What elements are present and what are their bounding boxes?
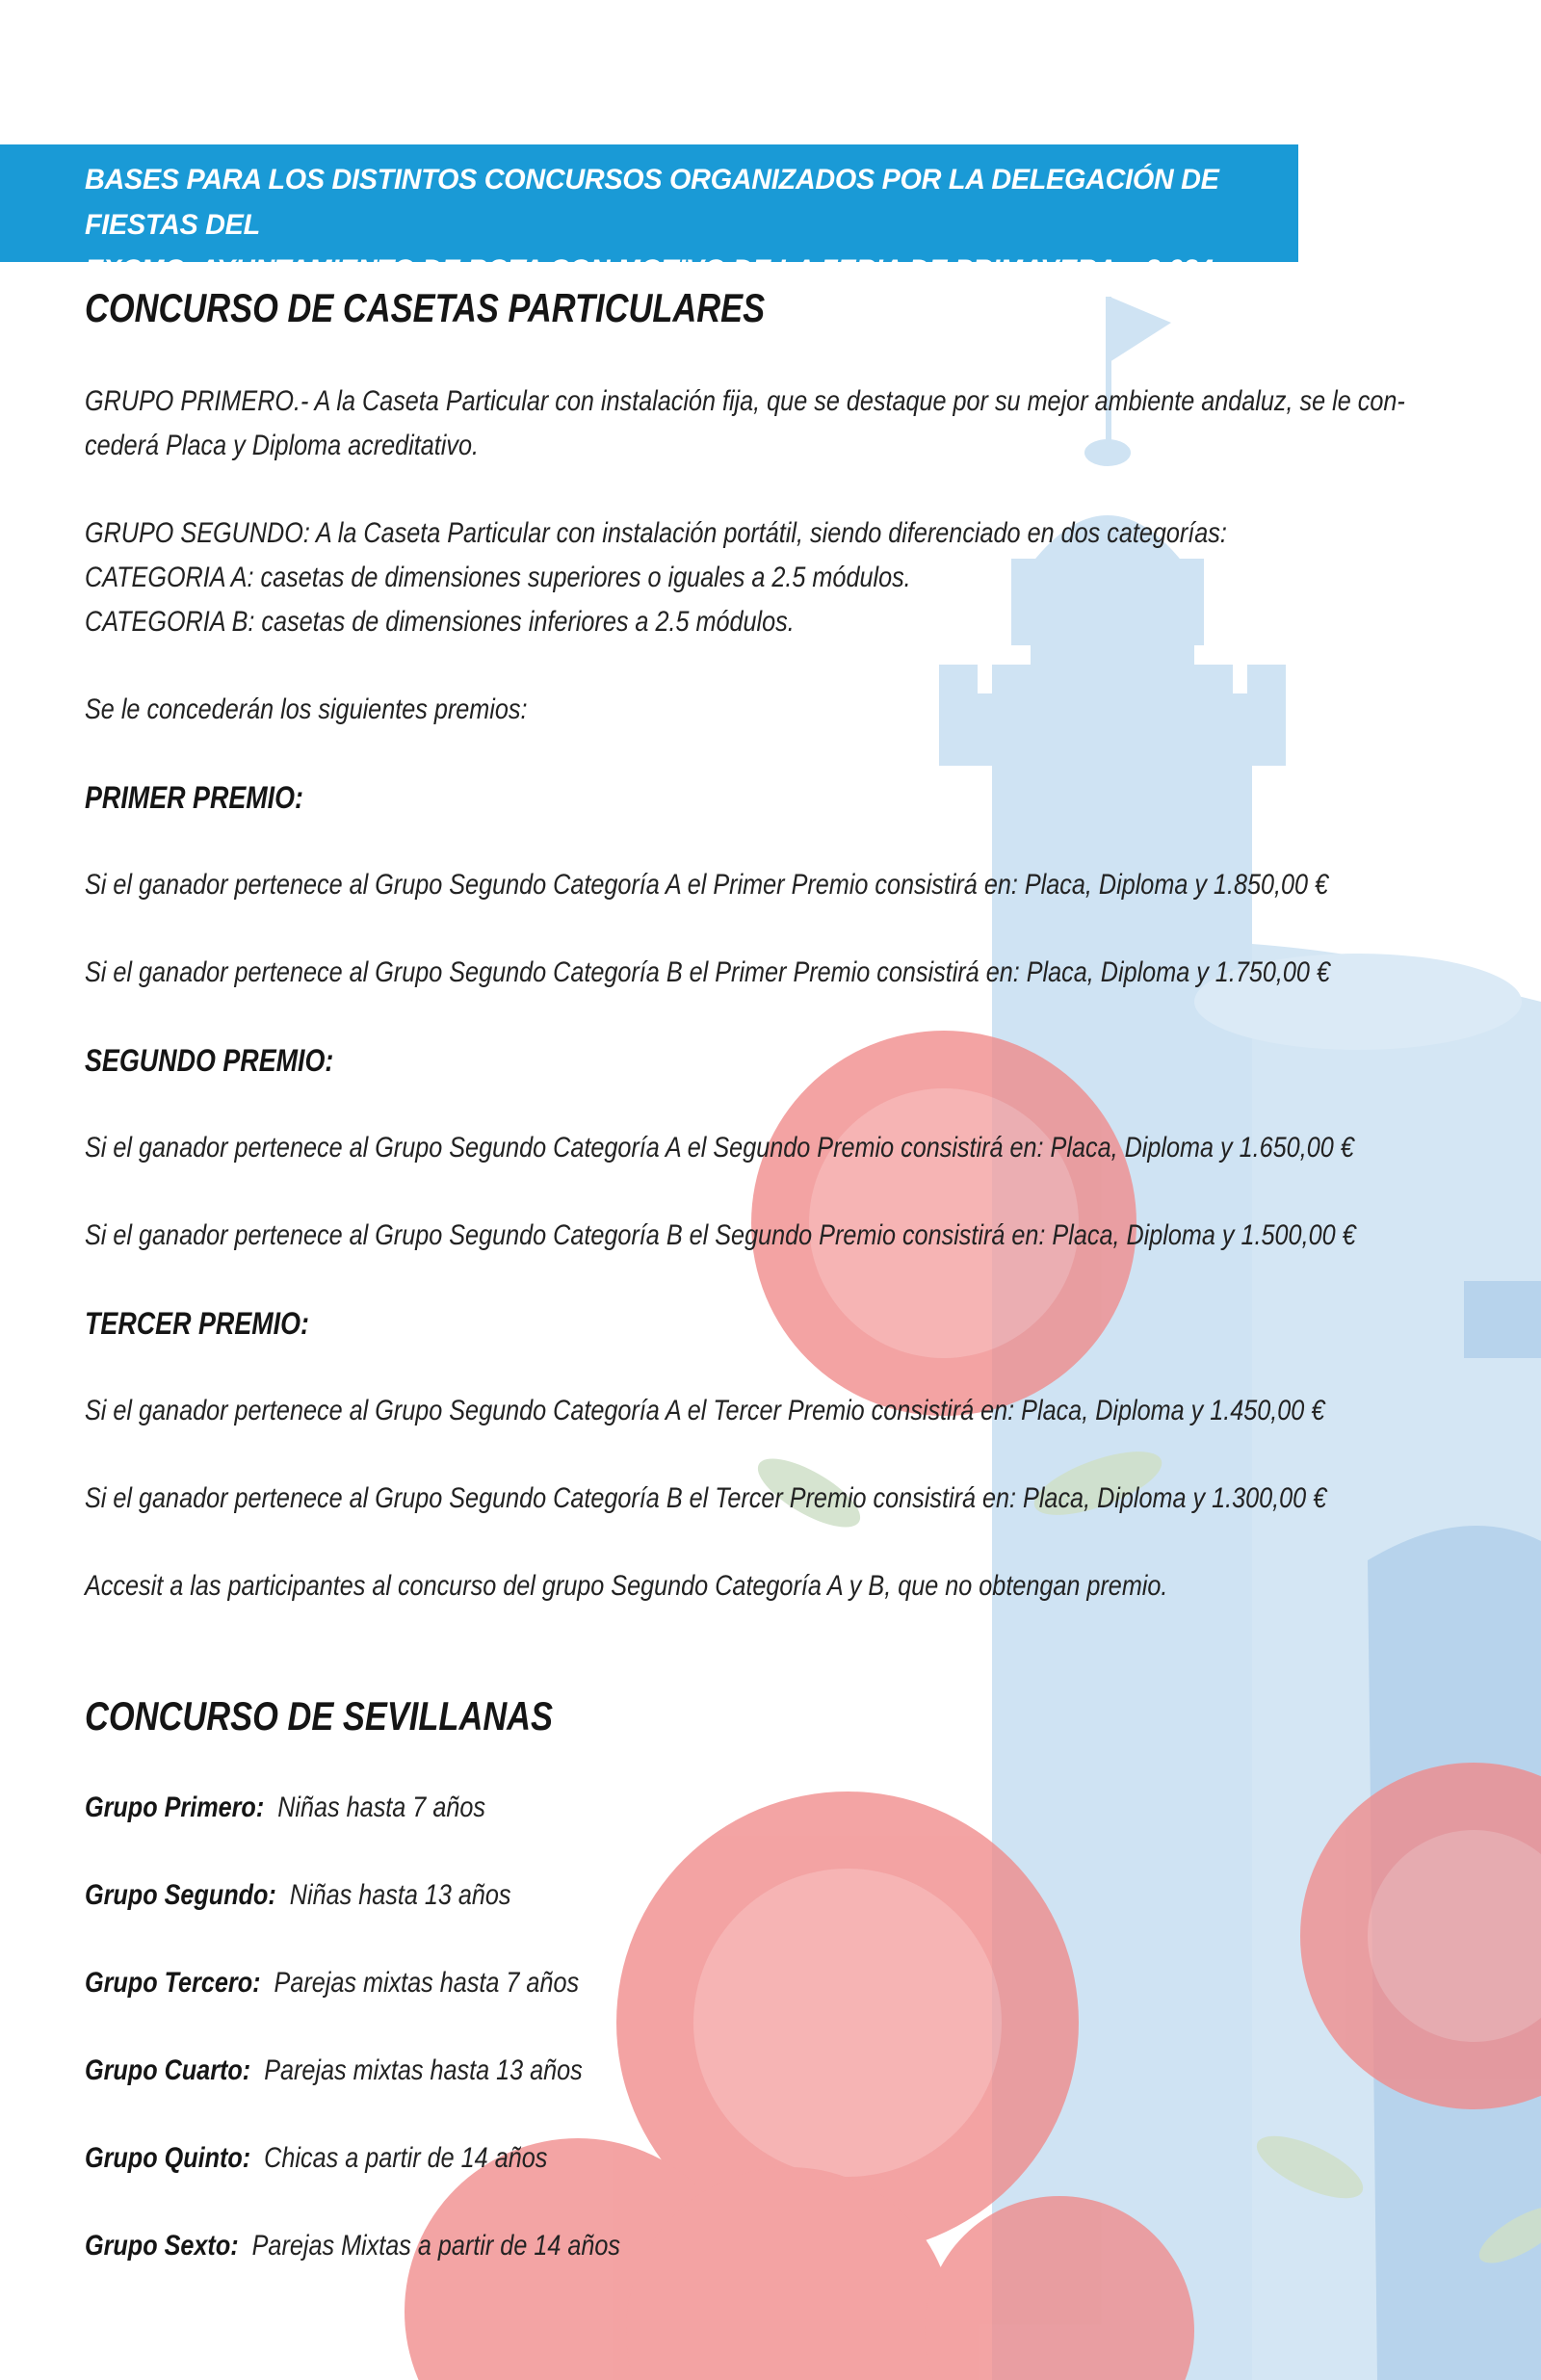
banner-line-1: BASES PARA LOS DISTINTOS CONCURSOS ORGANIZADOS POR LA DELEGACIÓN DE FIESTAS DEL xyxy=(85,164,1219,241)
primer-premio-cat-b: Si el ganador pertenece al Grupo Segundo Categoría B el Primer Premio consistirá en: Placa, Diploma y 1.750,00 € xyxy=(85,956,1330,988)
group-label: Grupo Tercero: xyxy=(85,1967,261,1999)
categoria-b-text: CATEGORIA B: casetas de dimensiones inferiores a 2.5 módulos. xyxy=(85,606,795,638)
group-desc: Parejas Mixtas a partir de 14 años xyxy=(251,2230,621,2262)
group-label: Grupo Sexto: xyxy=(85,2230,239,2262)
group-label: Grupo Quinto: xyxy=(85,2142,251,2174)
grupo-segundo-text: GRUPO SEGUNDO: A la Caseta Particular con instalación portátil, siendo diferenciado en dos categorías: xyxy=(85,517,1227,549)
accesit-text: Accesit a las participantes al concurso del grupo Segundo Categoría A y B, que no obtengan premio. xyxy=(85,1570,1168,1602)
group-desc: Parejas mixtas hasta 13 años xyxy=(264,2054,583,2086)
group-desc: Chicas a partir de 14 años xyxy=(264,2142,548,2174)
tercer-premio-cat-b: Si el ganador pertenece al Grupo Segundo Categoría B el Tercer Premio consistirá en: Placa, Diploma y 1.300,00 € xyxy=(85,1482,1327,1514)
premios-intro: Se le concederán los siguientes premios: xyxy=(85,693,528,725)
sevillanas-group-4 xyxy=(85,2049,583,2093)
tercer-premio-cat-a: Si el ganador pertenece al Grupo Segundo Categoría A el Tercer Premio consistirá en: Placa, Diploma y 1.450,00 € xyxy=(85,1395,1325,1426)
primer-premio-title: PRIMER PREMIO: xyxy=(85,780,303,815)
sevillanas-section-title: CONCURSO DE SEVILLANAS xyxy=(85,1693,554,1739)
segundo-premio-cat-b: Si el ganador pertenece al Grupo Segundo Categoría B el Segundo Premio consistirá en: Placa, Diploma y 1.500,00 € xyxy=(85,1219,1356,1251)
grupo-primero-text-line1: GRUPO PRIMERO.- A la Caseta Particular con instalación fija, que se destaque por su mejor ambiente andaluz, se le con- xyxy=(85,385,1405,417)
primer-premio-cat-a: Si el ganador pertenece al Grupo Segundo Categoría A el Primer Premio consistirá en: Placa, Diploma y 1.850,00 € xyxy=(85,869,1329,901)
tercer-premio-title: TERCER PREMIO: xyxy=(85,1306,309,1341)
sevillanas-group-2 xyxy=(85,1873,511,1918)
sevillanas-group-6 xyxy=(85,2224,620,2268)
grupo-primero-text-line2: cederá Placa y Diploma acreditativo. xyxy=(85,430,480,461)
banner-line-2: EXCMO. AYUNTAMIENTO DE ROTA CON MOTIVO DE LA FERIA DE PRIMAVERA – 2.024 xyxy=(85,254,1214,286)
casetas-section-title: CONCURSO DE CASETAS PARTICULARES xyxy=(85,285,766,330)
group-desc: Niñas hasta 7 años xyxy=(277,1792,485,1823)
sevillanas-group-1 xyxy=(85,1786,485,1830)
segundo-premio-cat-a: Si el ganador pertenece al Grupo Segundo Categoría A el Segundo Premio consistirá en: Placa, Diploma y 1.650,00 € xyxy=(85,1132,1354,1164)
group-label: Grupo Cuarto: xyxy=(85,2054,251,2086)
sevillanas-group-5 xyxy=(85,2136,547,2181)
group-label: Grupo Primero: xyxy=(85,1792,265,1823)
sevillanas-group-3 xyxy=(85,1961,579,2005)
categoria-a-text: CATEGORIA A: casetas de dimensiones superiores o iguales a 2.5 módulos. xyxy=(85,562,911,593)
group-label: Grupo Segundo: xyxy=(85,1879,276,1911)
segundo-premio-title: SEGUNDO PREMIO: xyxy=(85,1043,334,1078)
group-desc: Niñas hasta 13 años xyxy=(289,1879,511,1911)
group-desc: Parejas mixtas hasta 7 años xyxy=(274,1967,580,1999)
